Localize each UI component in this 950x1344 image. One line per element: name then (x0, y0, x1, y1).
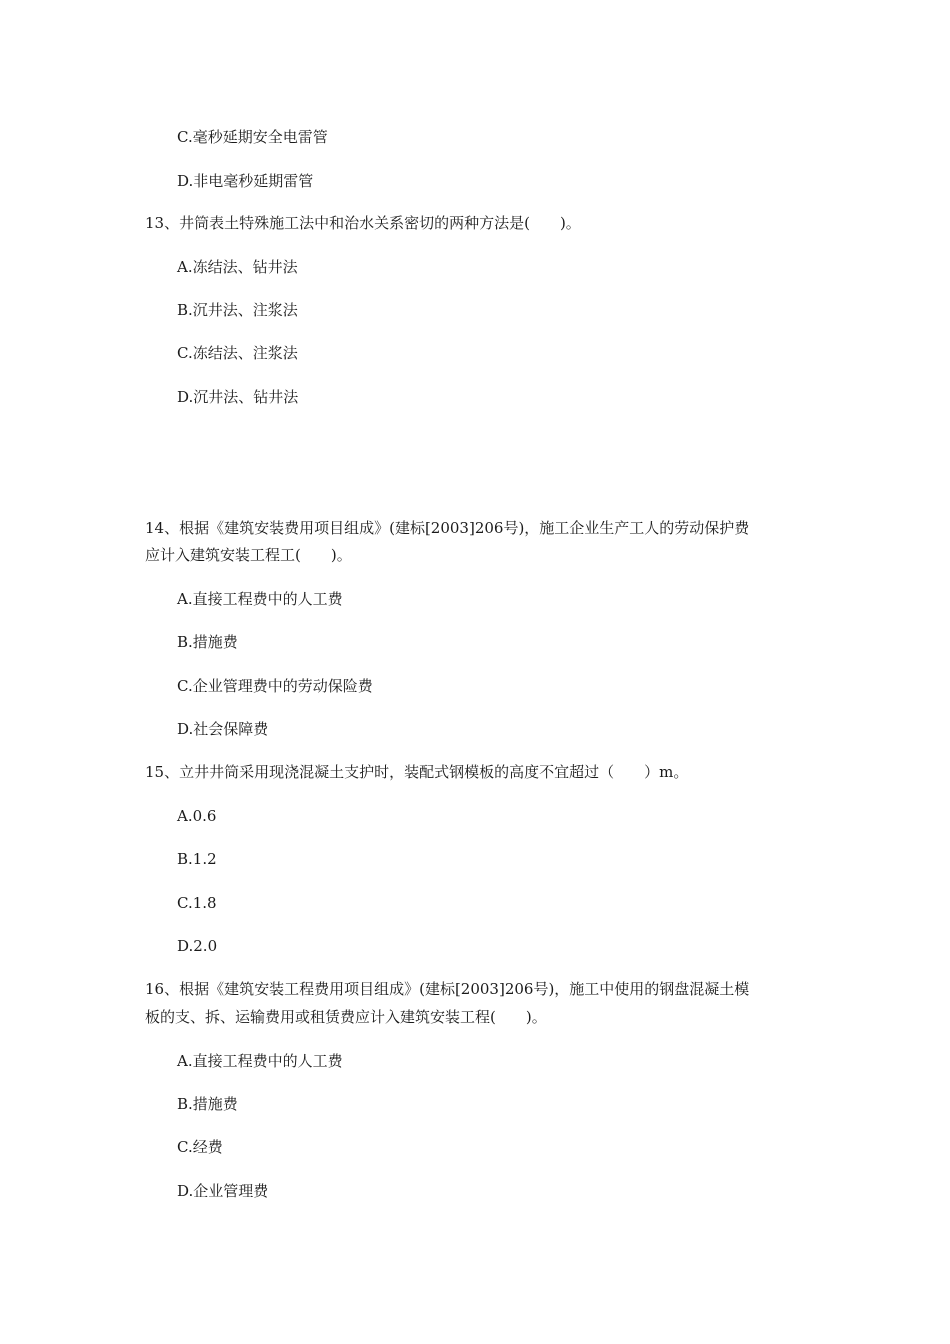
option-13-a: A.冻结法、钻井法 (177, 258, 298, 276)
option-15-a: A.0.6 (177, 807, 217, 825)
option-16-b: B.措施费 (177, 1095, 238, 1113)
question-16-line-1: 16、根据《建筑安装工程费用项目组成》(建标[2003]206号)，施工中使用的钢盘混凝土模 (145, 980, 750, 998)
question-14-line-1: 14、根据《建筑安装费用项目组成》(建标[2003]206号)，施工企业生产工人的劳动保护费 (145, 519, 750, 537)
option-14-a: A.直接工程费中的人工费 (177, 590, 343, 608)
option-14-b: B.措施费 (177, 633, 238, 651)
option-13-b: B.沉井法、注浆法 (177, 301, 298, 319)
option-14-d: D.社会保障费 (177, 720, 269, 738)
question-15: 15、立井井筒采用现浇混凝土支护时，装配式钢模板的高度不宜超过（ ）m。 (145, 763, 689, 781)
option-13-d: D.沉井法、钻井法 (177, 388, 299, 406)
option-13-c: C.冻结法、注浆法 (177, 344, 298, 362)
option-15-c: C.1.8 (177, 894, 217, 912)
option-12-d: D.非电毫秒延期雷管 (177, 172, 314, 190)
option-16-a: A.直接工程费中的人工费 (177, 1052, 343, 1070)
option-15-b: B.1.2 (177, 850, 217, 868)
question-13: 13、井筒表土特殊施工法中和治水关系密切的两种方法是( )。 (145, 214, 581, 232)
option-16-d: D.企业管理费 (177, 1182, 269, 1200)
option-12-c: C.毫秒延期安全电雷管 (177, 128, 328, 146)
question-14-line-2: 应计入建筑安装工程工( )。 (145, 546, 352, 564)
option-15-d: D.2.0 (177, 937, 218, 955)
option-16-c: C.经费 (177, 1138, 223, 1156)
question-16-line-2: 板的支、拆、运输费用或租赁费应计入建筑安装工程( )。 (145, 1008, 547, 1026)
option-14-c: C.企业管理费中的劳动保险费 (177, 677, 373, 695)
